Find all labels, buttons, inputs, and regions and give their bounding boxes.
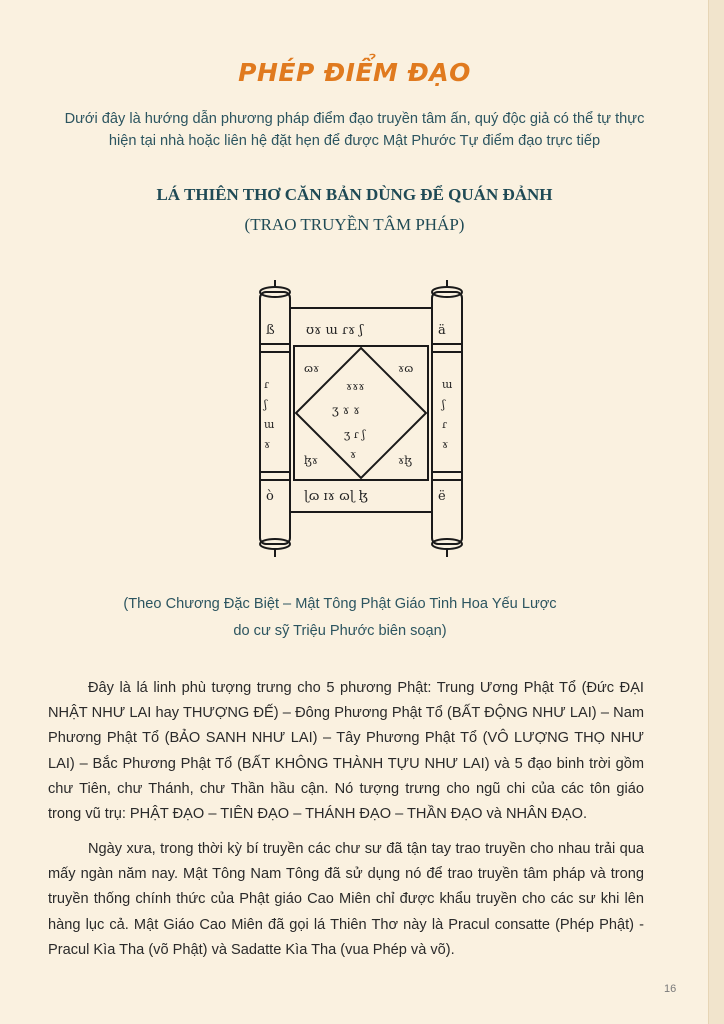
svg-text:ɤɷ: ɤɷ — [398, 362, 414, 375]
svg-text:ʒ ɤ ɤ: ʒ ɤ ɤ — [332, 403, 360, 417]
svg-text:ë: ë — [438, 489, 446, 504]
section-subheading: (TRAO TRUYỀN TÂM PHÁP) — [244, 215, 465, 234]
svg-text:ɮɤ: ɮɤ — [304, 454, 318, 467]
svg-text:ɤɮ: ɤɮ — [398, 454, 412, 467]
svg-text:ʊɤ ɯ ɾɤ ʃ: ʊɤ ɯ ɾɤ ʃ — [306, 323, 363, 338]
svg-text:ɯ: ɯ — [442, 378, 453, 391]
intro-line-1: Dưới đây là hướng dẫn phương pháp điểm đạo truyền tâm ấn, quý độc giả có thể tự thực — [64, 111, 645, 127]
caption-line-1: (Theo Chương Đặc Biệt – Mật Tông Phật Giáo Tinh Hoa Yếu Lược — [123, 596, 557, 612]
svg-text:ɤɤɤ: ɤɤɤ — [346, 380, 365, 393]
svg-text:ɾ: ɾ — [264, 378, 269, 391]
svg-text:ɷɤ: ɷɤ — [304, 362, 320, 375]
svg-text:ʃ: ʃ — [442, 398, 445, 411]
intro-text — [40, 108, 669, 152]
body-paragraph-1 — [48, 676, 644, 827]
svg-text:ß: ß — [266, 323, 275, 338]
svg-text:ɤ: ɤ — [350, 448, 357, 461]
svg-text:ɤ: ɤ — [264, 438, 271, 451]
svg-text:ò: ò — [266, 489, 274, 504]
page-title: PHÉP ĐIỂM ĐẠO — [238, 58, 471, 87]
caption-line-2: do cư sỹ Triệu Phước biên soạn) — [233, 623, 447, 639]
svg-text:ɾ: ɾ — [442, 418, 447, 431]
svg-text:ʃ: ʃ — [264, 398, 267, 411]
section-heading: LÁ THIÊN THƠ CĂN BẢN DÙNG ĐỂ QUÁN ĐẢNH — [156, 185, 553, 204]
page-edge — [708, 0, 724, 1024]
svg-text:ʒ ɾ ʃ: ʒ ɾ ʃ — [344, 428, 366, 441]
intro-line-2: hiện tại nhà hoặc liên hệ đặt hẹn để được Mật Phước Tự điểm đạo trực tiếp — [108, 133, 601, 149]
svg-text:ɤ: ɤ — [442, 438, 449, 451]
paragraph-1-text: Đây là lá linh phù tượng trưng cho 5 phương Phật: Trung Ương Phật Tổ (Đức ĐẠI NHẬT NHƯ LAI hay THƯỢNG ĐẾ) – Đông Phương Phật Tổ (BẤT ĐỘNG NHƯ LAI) – Nam Phương Phật Tổ (BẢO SANH NHƯ LAI) – Tây Phương Phật Tổ (VÔ LƯỢNG THỌ NHƯ LAI) – Bắc Phương Phật Tổ (BẤT KHÔNG THÀNH TỰU NHƯ LAI) và 5 đạo binh trời gồm chư Tiên, chư Thánh, chư Thần hầu cận. Nó tượng trưng cho ngũ chi của các tôn giáo trong vũ trụ: PHẬT ĐẠO – TIÊN ĐẠO – THÁNH ĐẠO – THẦN ĐẠO và NHÂN ĐẠO. — [48, 680, 644, 823]
svg-text:ɭɷ ɪɤ ɷɭ ɮ: ɭɷ ɪɤ ɷɭ ɮ — [304, 489, 368, 504]
svg-text:ä: ä — [438, 323, 446, 338]
body-paragraph-2 — [48, 837, 644, 963]
image-caption — [60, 591, 620, 645]
paragraph-2-text: Ngày xưa, trong thời kỳ bí truyền các chư sư đã tận tay trao truyền cho nhau trải qua mấy ngàn năm nay. Mật Tông Nam Tông đã sử dụng nó để trao truyền tâm pháp và trong truyền thống chính thức của Phật giáo Cao Miên chỉ được khẩu truyền cho các sư khi lên hàng lục cả. Mật Giáo Cao Miên đã gọi lá Thiên Thơ này là Pracul consatte (Phép Phật) - Pracul Kìa Tha (võ Phật) và Sadatte Kìa Tha (vua Phép và võ). — [48, 841, 644, 958]
talisman-scroll-illustration — [252, 278, 470, 558]
svg-text:ɯ: ɯ — [264, 418, 275, 431]
page-number: 16 — [664, 983, 677, 995]
